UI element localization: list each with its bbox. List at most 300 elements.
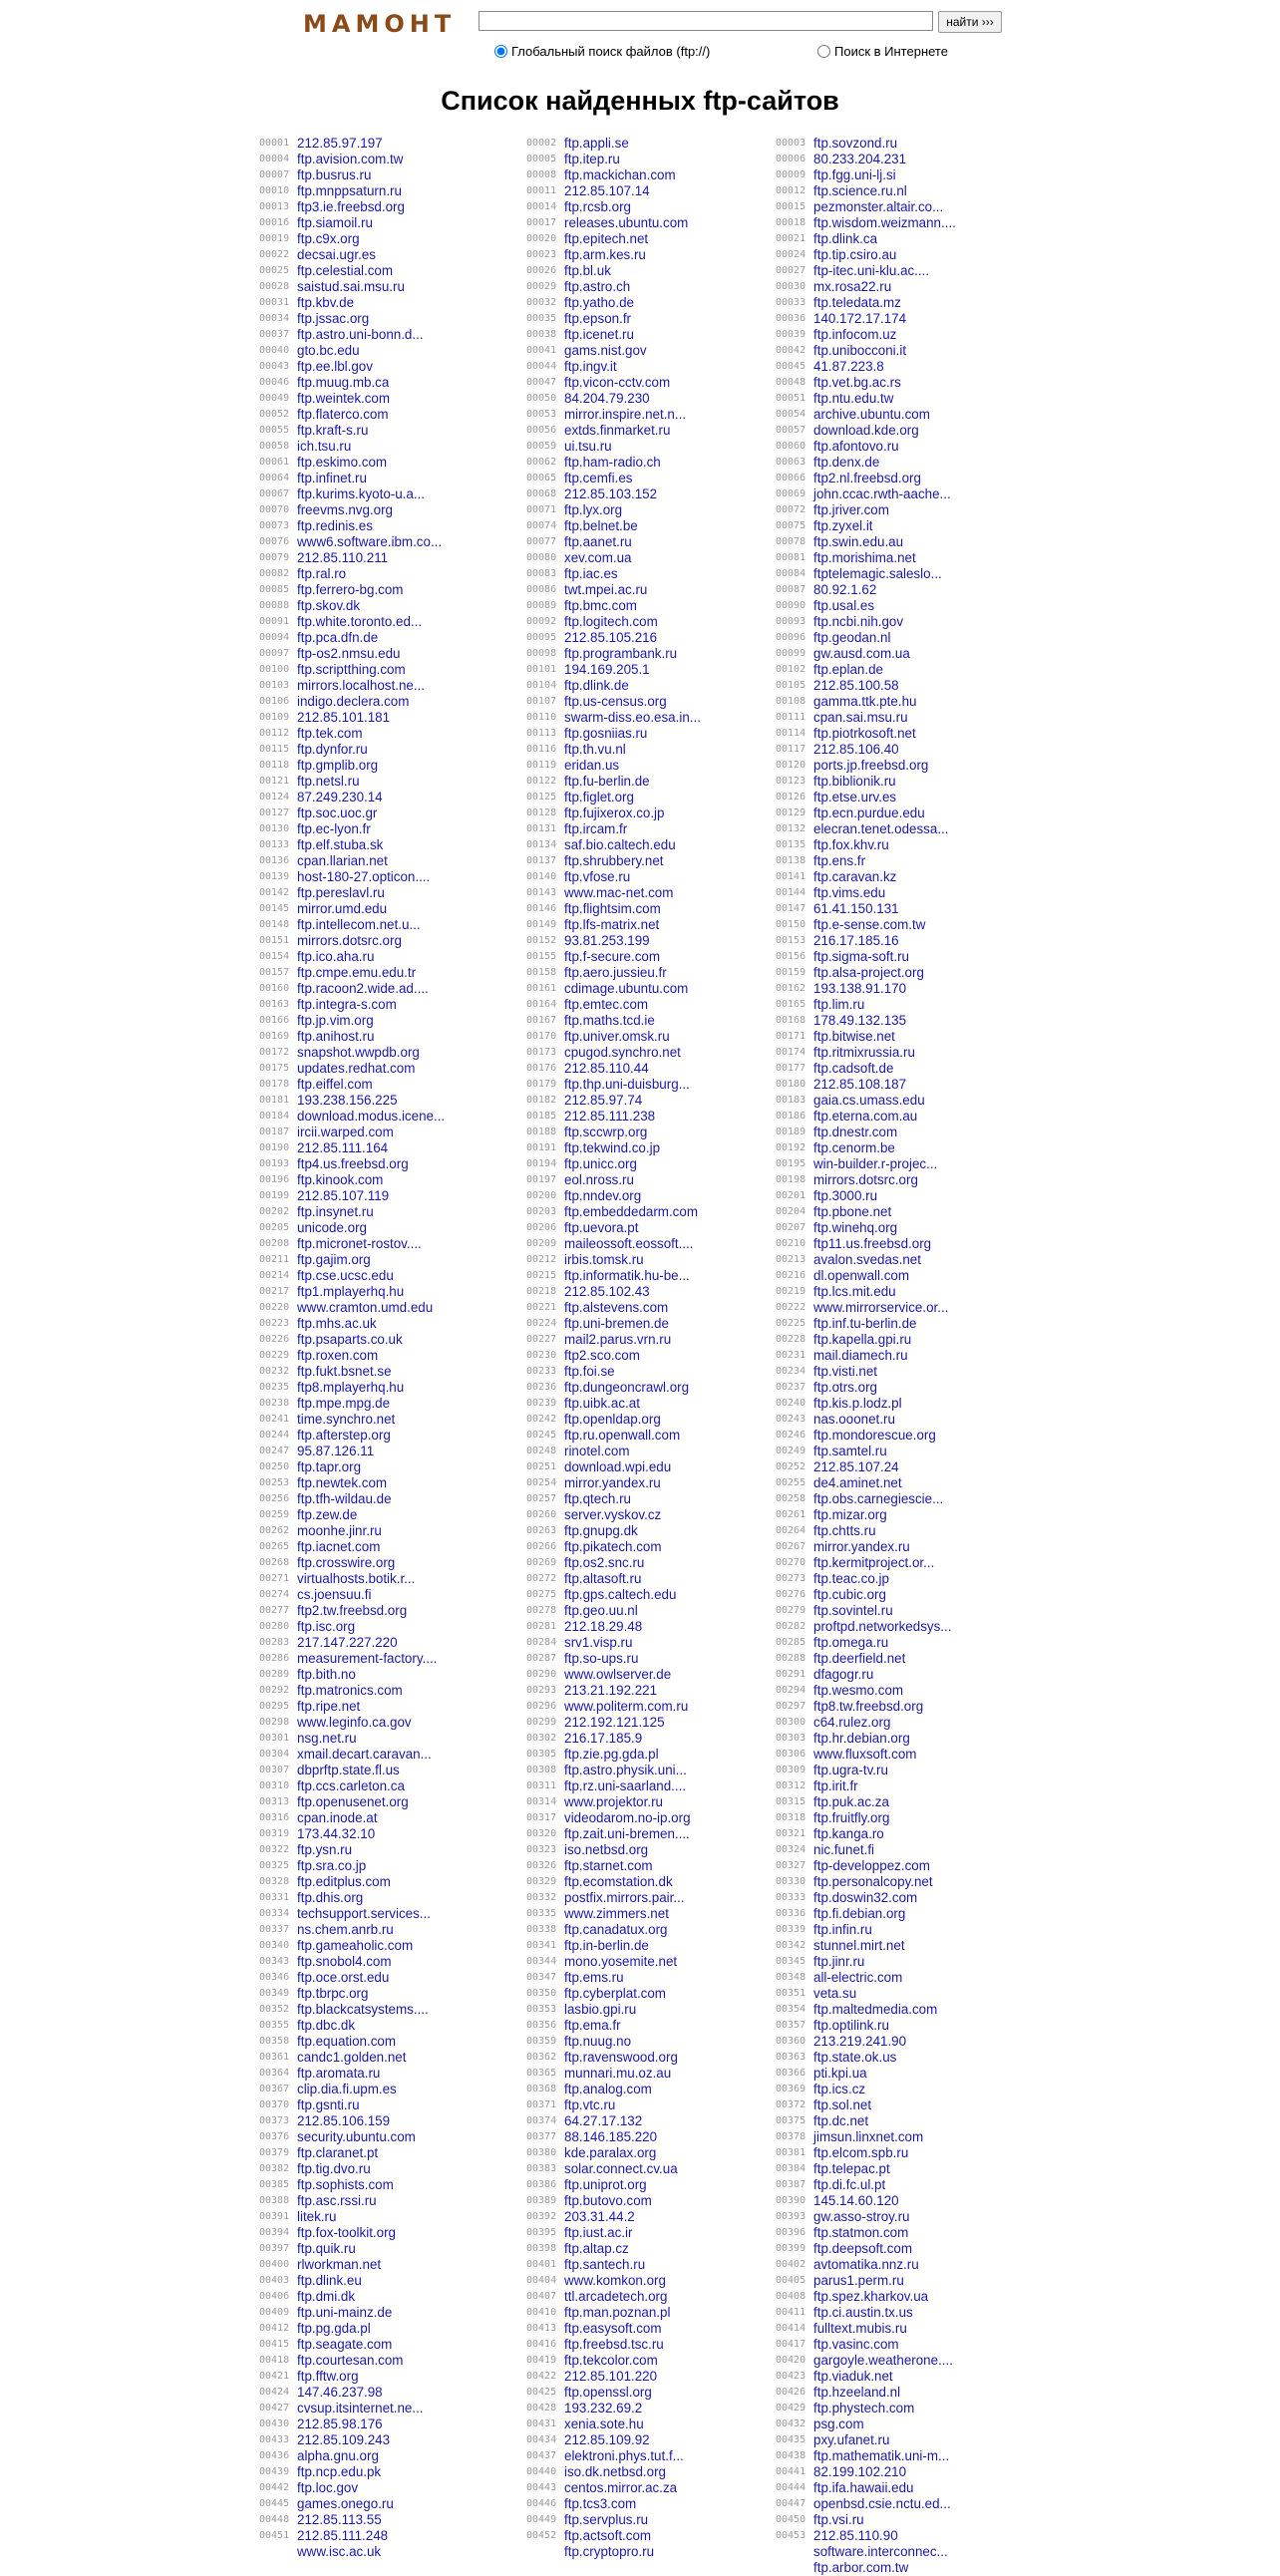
site-link[interactable]: ftp.dlink.eu xyxy=(297,2273,362,2288)
site-link[interactable]: ftp.aromata.ru xyxy=(297,2066,381,2081)
site-link[interactable]: ftp.quik.ru xyxy=(297,2241,356,2256)
search-input[interactable] xyxy=(479,11,933,31)
site-link[interactable]: srv1.visp.ru xyxy=(564,1635,633,1650)
site-link[interactable]: ftp.ifa.hawaii.edu xyxy=(813,2480,914,2495)
site-link[interactable]: 64.27.17.132 xyxy=(564,2113,643,2128)
site-link[interactable]: 212.192.121.125 xyxy=(564,1715,665,1730)
site-link[interactable]: 212.85.98.176 xyxy=(297,2416,383,2431)
site-link[interactable]: ftp.ncbi.nih.gov xyxy=(813,614,904,629)
site-link[interactable]: ftp.swin.edu.au xyxy=(813,534,904,549)
site-link[interactable]: ftp.belnet.be xyxy=(564,518,638,533)
site-link[interactable]: www.fluxsoft.com xyxy=(813,1747,917,1762)
radio-web-search[interactable] xyxy=(817,44,948,59)
site-link[interactable]: ftp.fox-toolkit.org xyxy=(297,2225,396,2240)
site-link[interactable]: 193.232.69.2 xyxy=(564,2401,643,2415)
site-link[interactable]: ftp.pg.gda.pl xyxy=(297,2321,371,2336)
site-link[interactable]: ftp.ferrero-bg.com xyxy=(297,582,404,597)
site-link[interactable]: ftp.rcsb.org xyxy=(564,199,631,214)
site-link[interactable]: 212.85.101.220 xyxy=(564,2369,658,2384)
site-link[interactable]: www6.software.ibm.co... xyxy=(297,534,443,549)
site-link[interactable]: nic.funet.fi xyxy=(813,1842,875,1857)
site-link[interactable]: ftp.integra-s.com xyxy=(297,997,397,1012)
site-link[interactable]: ftp.wisdom.weizmann.... xyxy=(813,215,956,230)
site-link[interactable]: ftp2.tw.freebsd.org xyxy=(297,1603,408,1618)
site-link[interactable]: ftp.thp.uni-duisburg... xyxy=(564,1077,690,1092)
site-link[interactable]: ftp.usal.es xyxy=(813,598,875,613)
site-link[interactable]: ftp.cadsoft.de xyxy=(813,1061,894,1076)
site-link[interactable]: ftp.insynet.ru xyxy=(297,1204,374,1219)
site-link[interactable]: ftp.us-census.org xyxy=(564,694,667,709)
site-link[interactable]: 41.87.223.8 xyxy=(813,359,884,374)
site-link[interactable]: ftp.ritmixrussia.ru xyxy=(813,1045,915,1060)
site-link[interactable]: ftp.foi.se xyxy=(564,1364,615,1379)
site-link[interactable]: clip.dia.fi.upm.es xyxy=(297,2082,397,2096)
site-link[interactable]: ftp-developpez.com xyxy=(813,1858,930,1873)
site-link[interactable]: ftp.kbv.de xyxy=(297,295,355,310)
site-link[interactable]: ftp.pca.dfn.de xyxy=(297,630,379,645)
site-link[interactable]: iso.netbsd.org xyxy=(564,1842,649,1857)
site-link[interactable]: ftp.otrs.org xyxy=(813,1380,878,1395)
site-link[interactable]: ftp.tekcolor.com xyxy=(564,2353,658,2368)
site-link[interactable]: ftp.ingv.it xyxy=(564,359,617,374)
site-link[interactable]: ftp.hzeeland.nl xyxy=(813,2385,901,2400)
site-link[interactable]: decsai.ugr.es xyxy=(297,247,376,262)
site-link[interactable]: ftp.samtel.ru xyxy=(813,1444,887,1458)
site-link[interactable]: 84.204.79.230 xyxy=(564,391,650,406)
site-link[interactable]: ftp.uniprot.org xyxy=(564,2177,647,2192)
site-link[interactable]: ftp.iust.ac.ir xyxy=(564,2225,633,2240)
site-link[interactable]: ftp.fi.debian.org xyxy=(813,1906,906,1921)
site-link[interactable]: ftp.roxen.com xyxy=(297,1348,379,1363)
site-link[interactable]: ftp.fftw.org xyxy=(297,2369,359,2384)
site-link[interactable]: download.wpi.edu xyxy=(564,1459,672,1474)
site-link[interactable]: ftp.dmi.dk xyxy=(297,2289,356,2304)
site-link[interactable]: ftp.qtech.ru xyxy=(564,1491,631,1506)
site-link[interactable]: pezmonster.altair.co... xyxy=(813,199,944,214)
site-link[interactable]: ftp.puk.ac.za xyxy=(813,1794,889,1809)
site-link[interactable]: ftp.eiffel.com xyxy=(297,1077,373,1092)
site-link[interactable]: ftp.psaparts.co.uk xyxy=(297,1332,403,1347)
site-link[interactable]: ftp.elcom.spb.ru xyxy=(813,2145,909,2160)
site-link[interactable]: www.politerm.com.ru xyxy=(564,1699,689,1714)
site-link[interactable]: techsupport.services... xyxy=(297,1906,431,1921)
site-link[interactable]: nas.ooonet.ru xyxy=(813,1412,895,1427)
site-link[interactable]: ftp.obs.carnegiescie... xyxy=(813,1491,944,1506)
site-link[interactable]: ftp.alstevens.com xyxy=(564,1300,669,1315)
site-link[interactable]: ftp.dlink.ca xyxy=(813,231,878,246)
site-link[interactable]: ftp.fox.khv.ru xyxy=(813,837,889,852)
site-link[interactable]: ftp.omega.ru xyxy=(813,1635,889,1650)
radio-web-input[interactable] xyxy=(817,45,830,58)
site-link[interactable]: ftp.vasinc.com xyxy=(813,2337,899,2352)
site-link[interactable]: ftp.dnestr.com xyxy=(813,1125,898,1139)
site-link[interactable]: mirror.yandex.ru xyxy=(564,1475,661,1490)
site-link[interactable]: ftp.dhis.org xyxy=(297,1890,364,1905)
site-link[interactable]: ftp.mizar.org xyxy=(813,1507,887,1522)
site-link[interactable]: ftp.spez.kharkov.ua xyxy=(813,2289,929,2304)
site-link[interactable]: 80.233.204.231 xyxy=(813,152,907,166)
site-link[interactable]: www.mac-net.com xyxy=(564,885,674,900)
site-link[interactable]: www.cramton.umd.edu xyxy=(297,1300,434,1315)
site-link[interactable]: mx.rosa22.ru xyxy=(813,279,892,294)
site-link[interactable]: ftp.cryptopro.ru xyxy=(564,2544,655,2559)
site-link[interactable]: ftp.jssac.org xyxy=(297,311,370,326)
site-link[interactable]: ftp.servplus.ru xyxy=(564,2512,649,2527)
site-link[interactable]: ftp.ccs.carleton.ca xyxy=(297,1778,405,1793)
site-link[interactable]: ftp.deerfield.net xyxy=(813,1651,906,1666)
site-link[interactable]: 216.17.185.9 xyxy=(564,1731,643,1746)
site-link[interactable]: ftp.micronet-rostov.... xyxy=(297,1236,422,1251)
site-link[interactable]: ftp.cse.ucsc.edu xyxy=(297,1268,394,1283)
site-link[interactable]: ftp.alsa-project.org xyxy=(813,965,924,980)
site-link[interactable]: avtomatika.nnz.ru xyxy=(813,2257,919,2272)
site-link[interactable]: ftp.sovintel.ru xyxy=(813,1603,893,1618)
site-link[interactable]: ftp.flightsim.com xyxy=(564,901,661,916)
site-link[interactable]: ftp.aanet.ru xyxy=(564,534,632,549)
site-link[interactable]: 194.169.205.1 xyxy=(564,662,650,677)
site-link[interactable]: ftp.iacnet.com xyxy=(297,1539,381,1554)
site-link[interactable]: releases.ubuntu.com xyxy=(564,215,689,230)
site-link[interactable]: 80.92.1.62 xyxy=(813,582,877,597)
site-link[interactable]: ftp.man.poznan.pl xyxy=(564,2305,671,2320)
site-link[interactable]: ftp.univer.omsk.ru xyxy=(564,1029,670,1044)
site-link[interactable]: ircii.warped.com xyxy=(297,1125,394,1139)
site-link[interactable]: ftp.equation.com xyxy=(297,2034,397,2049)
site-link[interactable]: ftp.elf.stuba.sk xyxy=(297,837,384,852)
site-link[interactable]: ftp.cenorm.be xyxy=(813,1140,895,1155)
site-link[interactable]: ftp.epitech.net xyxy=(564,231,649,246)
site-link[interactable]: ftp.kapella.gpi.ru xyxy=(813,1332,912,1347)
site-link[interactable]: xmail.decart.caravan... xyxy=(297,1747,432,1762)
site-link[interactable]: www.isc.ac.uk xyxy=(297,2544,382,2559)
site-link[interactable]: ftp.openssl.org xyxy=(564,2385,652,2400)
site-link[interactable]: 212.85.106.40 xyxy=(813,742,899,757)
site-link[interactable]: ftp.gajim.org xyxy=(297,1252,371,1267)
site-link[interactable]: ftp.zew.de xyxy=(297,1507,358,1522)
site-link[interactable]: ftp.pereslavl.ru xyxy=(297,885,385,900)
site-link[interactable]: ftp.zie.pg.gda.pl xyxy=(564,1747,659,1762)
site-link[interactable]: ftp.vims.edu xyxy=(813,885,886,900)
site-link[interactable]: ftp.kurims.kyoto-u.a... xyxy=(297,486,425,501)
site-link[interactable]: ftp.statmon.com xyxy=(813,2225,909,2240)
site-link[interactable]: ftp.bl.uk xyxy=(564,263,611,278)
site-link[interactable]: ftp.cyberplat.com xyxy=(564,1986,666,2001)
site-link[interactable]: updates.redhat.com xyxy=(297,1061,416,1076)
site-link[interactable]: 212.85.106.159 xyxy=(297,2113,391,2128)
site-link[interactable]: ich.tsu.ru xyxy=(297,439,352,454)
site-link[interactable]: lasbio.gpi.ru xyxy=(564,2002,637,2017)
site-link[interactable]: ftp.piotrkosoft.net xyxy=(813,726,916,741)
site-link[interactable]: de4.aminet.net xyxy=(813,1475,902,1490)
site-link[interactable]: ftptelemagic.saleslo... xyxy=(813,566,942,581)
site-link[interactable]: cpan.sai.msu.ru xyxy=(813,710,908,725)
site-link[interactable]: ftp.sovzond.ru xyxy=(813,136,898,151)
site-link[interactable]: 95.87.126.11 xyxy=(297,1444,375,1458)
site-link[interactable]: litek.ru xyxy=(297,2209,337,2224)
logo[interactable]: МАМОНТ xyxy=(303,10,457,38)
site-link[interactable]: ftp.etse.urv.es xyxy=(813,790,897,805)
site-link[interactable]: ftp.teledata.mz xyxy=(813,295,901,310)
site-link[interactable]: ftp.mhs.ac.uk xyxy=(297,1316,377,1331)
site-link[interactable]: ftp.celestial.com xyxy=(297,263,394,278)
site-link[interactable]: ftp.wesmo.com xyxy=(813,1683,904,1698)
site-link[interactable]: www.zimmers.net xyxy=(564,1906,669,1921)
site-link[interactable]: ftp.ico.aha.ru xyxy=(297,949,375,964)
site-link[interactable]: ftp.unibocconi.it xyxy=(813,343,907,358)
site-link[interactable]: kde.paralax.org xyxy=(564,2145,657,2160)
site-link[interactable]: ftp.geo.uu.nl xyxy=(564,1603,638,1618)
site-link[interactable]: mirror.inspire.net.n... xyxy=(564,407,687,422)
site-link[interactable]: ftp.cmpe.emu.edu.tr xyxy=(297,965,417,980)
site-link[interactable]: 178.49.132.135 xyxy=(813,1013,907,1028)
site-link[interactable]: psg.com xyxy=(813,2416,864,2431)
site-link[interactable]: ftp.tcs3.com xyxy=(564,2496,637,2511)
site-link[interactable]: 212.85.100.58 xyxy=(813,678,899,693)
site-link[interactable]: 212.85.107.24 xyxy=(813,1459,899,1474)
site-link[interactable]: dfagogr.ru xyxy=(813,1667,874,1682)
site-link[interactable]: ftp.arm.kes.ru xyxy=(564,247,646,262)
site-link[interactable]: ftp.teac.co.jp xyxy=(813,1571,889,1586)
site-link[interactable]: ftp.oce.orst.edu xyxy=(297,1970,390,1985)
site-link[interactable]: xev.com.ua xyxy=(564,550,632,565)
site-link[interactable]: ftp.ral.ro xyxy=(297,566,347,581)
site-link[interactable]: gams.nist.gov xyxy=(564,343,647,358)
site-link[interactable]: ftp.jp.vim.org xyxy=(297,1013,374,1028)
site-link[interactable]: ftp.soc.uoc.gr xyxy=(297,805,378,820)
site-link[interactable]: ftp.avision.com.tw xyxy=(297,152,404,166)
site-link[interactable]: ftp.e-sense.com.tw xyxy=(813,917,926,932)
site-link[interactable]: 213.21.192.221 xyxy=(564,1683,658,1698)
site-link[interactable]: ftp.matronics.com xyxy=(297,1683,403,1698)
site-link[interactable]: ftp.butovo.com xyxy=(564,2193,652,2208)
site-link[interactable]: ftp.afterstep.org xyxy=(297,1428,391,1443)
site-link[interactable]: all-electric.com xyxy=(813,1970,903,1985)
radio-ftp-input[interactable] xyxy=(494,45,507,58)
site-link[interactable]: 212.85.108.187 xyxy=(813,1077,907,1092)
site-link[interactable]: ftp.ircam.fr xyxy=(564,821,628,836)
site-link[interactable]: ftp.ics.cz xyxy=(813,2082,866,2096)
site-link[interactable]: 87.249.230.14 xyxy=(297,790,383,805)
site-link[interactable]: time.synchro.net xyxy=(297,1412,396,1427)
site-link[interactable]: 212.85.111.248 xyxy=(297,2528,389,2543)
site-link[interactable]: cpugod.synchro.net xyxy=(564,1045,681,1060)
site-link[interactable]: ftp.fgg.uni-lj.si xyxy=(813,167,896,182)
site-link[interactable]: ftp.morishima.net xyxy=(813,550,916,565)
site-link[interactable]: gaia.cs.umass.edu xyxy=(813,1093,925,1108)
site-link[interactable]: ftp.dynfor.ru xyxy=(297,742,368,757)
site-link[interactable]: ftp.siamoil.ru xyxy=(297,215,373,230)
site-link[interactable]: cs.joensuu.fi xyxy=(297,1587,372,1602)
site-link[interactable]: gargoyle.weatherone.... xyxy=(813,2353,953,2368)
site-link[interactable]: ftp.dlink.de xyxy=(564,678,629,693)
site-link[interactable]: ftp.isc.org xyxy=(297,1619,356,1634)
site-link[interactable]: ftp.eplan.de xyxy=(813,662,883,677)
site-link[interactable]: iso.dk.netbsd.org xyxy=(564,2464,666,2479)
site-link[interactable]: ftp.infocom.uz xyxy=(813,327,897,342)
site-link[interactable]: 212.85.97.74 xyxy=(564,1093,643,1108)
site-link[interactable]: ftp.ens.fr xyxy=(813,853,866,868)
site-link[interactable]: ftp.cemfi.es xyxy=(564,471,633,485)
site-link[interactable]: ftp.altasoft.ru xyxy=(564,1571,642,1586)
site-link[interactable]: 82.199.102.210 xyxy=(813,2464,907,2479)
site-link[interactable]: ftp.state.ok.us xyxy=(813,2050,897,2065)
site-link[interactable]: ftp.tek.com xyxy=(297,726,363,741)
site-link[interactable]: ftp2.sco.com xyxy=(564,1348,640,1363)
site-link[interactable]: ftp1.mplayerhq.hu xyxy=(297,1284,405,1299)
site-link[interactable]: indigo.declera.com xyxy=(297,694,410,709)
site-link[interactable]: rinotel.com xyxy=(564,1444,630,1458)
site-link[interactable]: gw.asso-stroy.ru xyxy=(813,2209,910,2224)
site-link[interactable]: 212.85.111.238 xyxy=(564,1109,656,1124)
site-link[interactable]: ftp.emtec.com xyxy=(564,997,649,1012)
site-link[interactable]: ftp.blackcatsystems.... xyxy=(297,2002,429,2017)
site-link[interactable]: mono.yosemite.net xyxy=(564,1954,678,1969)
site-link[interactable]: ftp.ntu.edu.tw xyxy=(813,391,894,406)
site-link[interactable]: ftp.anihost.ru xyxy=(297,1029,375,1044)
site-link[interactable]: cvsup.itsinternet.ne... xyxy=(297,2401,424,2415)
site-link[interactable]: ftp11.us.freebsd.org xyxy=(813,1236,932,1251)
site-link[interactable]: ftp.caravan.kz xyxy=(813,869,897,884)
site-link[interactable]: ftp.astro.uni-bonn.d... xyxy=(297,327,424,342)
site-link[interactable]: mirrors.dotsrc.org xyxy=(297,933,402,948)
site-link[interactable]: ftp.skov.dk xyxy=(297,598,361,613)
site-link[interactable]: ftp.irit.fr xyxy=(813,1778,858,1793)
site-link[interactable]: ftp.afontovo.ru xyxy=(813,439,899,454)
site-link[interactable]: ftp.lyx.org xyxy=(564,502,623,517)
site-link[interactable]: ftp.zait.uni-bremen.... xyxy=(564,1826,690,1841)
site-link[interactable]: elecran.tenet.odessa... xyxy=(813,821,949,836)
site-link[interactable]: ftp.actsoft.com xyxy=(564,2528,652,2543)
site-link[interactable]: swarm-diss.eo.esa.in... xyxy=(564,710,701,725)
site-link[interactable]: ftp.sigma-soft.ru xyxy=(813,949,909,964)
radio-ftp-search[interactable] xyxy=(494,44,710,59)
site-link[interactable]: ftp.tekwind.co.jp xyxy=(564,1140,661,1155)
site-link[interactable]: ftp4.us.freebsd.org xyxy=(297,1156,409,1171)
site-link[interactable]: ftp.lfs-matrix.net xyxy=(564,917,660,932)
site-link[interactable]: eridan.us xyxy=(564,758,620,773)
site-link[interactable]: ftp.programbank.ru xyxy=(564,646,678,661)
site-link[interactable]: download.kde.org xyxy=(813,423,919,438)
site-link[interactable]: ftp.gameaholic.com xyxy=(297,1938,414,1953)
site-link[interactable]: virtualhosts.botik.r... xyxy=(297,1571,416,1586)
site-link[interactable]: ftp.mondorescue.org xyxy=(813,1428,936,1443)
site-link[interactable]: ftp.deepsoft.com xyxy=(813,2241,912,2256)
site-link[interactable]: ftp.geodan.nl xyxy=(813,630,891,645)
site-link[interactable]: ftp.eterna.com.au xyxy=(813,1109,918,1124)
site-link[interactable]: ftp.logitech.com xyxy=(564,614,658,629)
site-link[interactable]: ns.chem.anrb.ru xyxy=(297,1922,394,1937)
site-link[interactable]: mirrors.dotsrc.org xyxy=(813,1172,918,1187)
site-link[interactable]: snapshot.wwpdb.org xyxy=(297,1045,420,1060)
site-link[interactable]: stunnel.mirt.net xyxy=(813,1938,905,1953)
site-link[interactable]: 212.85.109.92 xyxy=(564,2432,650,2447)
site-link[interactable]: ftp.3000.ru xyxy=(813,1188,878,1203)
site-link[interactable]: ftp.science.ru.nl xyxy=(813,183,907,198)
site-link[interactable]: elektroni.phys.tut.f... xyxy=(564,2448,684,2463)
site-link[interactable]: mirror.yandex.ru xyxy=(813,1539,910,1554)
site-link[interactable]: ftp.tip.csiro.au xyxy=(813,247,897,262)
site-link[interactable]: ftp.appli.se xyxy=(564,136,629,151)
site-link[interactable]: 147.46.237.98 xyxy=(297,2385,383,2400)
site-link[interactable]: ftp.kinook.com xyxy=(297,1172,384,1187)
site-link[interactable]: ftp.denx.de xyxy=(813,455,880,470)
site-link[interactable]: ftp.netsl.ru xyxy=(297,774,360,789)
site-link[interactable]: ftp.claranet.pt xyxy=(297,2145,379,2160)
site-link[interactable]: saistud.sai.msu.ru xyxy=(297,279,405,294)
site-link[interactable]: ftp.crosswire.org xyxy=(297,1555,396,1570)
site-link[interactable]: ftp.mathematik.uni-m... xyxy=(813,2448,950,2463)
site-link[interactable]: ftp.sophists.com xyxy=(297,2177,394,2192)
site-link[interactable]: 212.85.110.44 xyxy=(564,1061,649,1076)
site-link[interactable]: ftp.maths.tcd.ie xyxy=(564,1013,655,1028)
site-link[interactable]: ftp.phystech.com xyxy=(813,2401,915,2415)
site-link[interactable]: pti.kpi.ua xyxy=(813,2066,867,2081)
site-link[interactable]: postfix.mirrors.pair... xyxy=(564,1890,685,1905)
site-link[interactable]: ftp.kermitproject.or... xyxy=(813,1555,935,1570)
site-link[interactable]: ftp.pikatech.com xyxy=(564,1539,662,1554)
site-link[interactable]: ftp.infin.ru xyxy=(813,1922,872,1937)
site-link[interactable]: www.projektor.ru xyxy=(564,1794,663,1809)
site-link[interactable]: ftp.loc.gov xyxy=(297,2480,359,2495)
site-link[interactable]: ftp.redinis.es xyxy=(297,518,373,533)
site-link[interactable]: ftp.unicc.org xyxy=(564,1156,637,1171)
site-link[interactable]: 193.138.91.170 xyxy=(813,981,907,996)
site-link[interactable]: ftp2.nl.freebsd.org xyxy=(813,471,921,485)
site-link[interactable]: dbprftp.state.fl.us xyxy=(297,1763,400,1777)
search-button[interactable]: найти ››› xyxy=(938,11,1002,33)
site-link[interactable]: ftp.hr.debian.org xyxy=(813,1731,910,1746)
site-link[interactable]: ftp.arbor.com.tw xyxy=(813,2560,909,2575)
site-link[interactable]: ftp-os2.nmsu.edu xyxy=(297,646,401,661)
site-link[interactable]: ftp.fujixerox.co.jp xyxy=(564,805,665,820)
site-link[interactable]: ftp.c9x.org xyxy=(297,231,360,246)
site-link[interactable]: ftp.vet.bg.ac.rs xyxy=(813,375,901,390)
site-link[interactable]: 212.18.29.48 xyxy=(564,1619,643,1634)
site-link[interactable]: ftp.tapr.org xyxy=(297,1459,362,1474)
site-link[interactable]: ftp.openusenet.org xyxy=(297,1794,409,1809)
site-link[interactable]: ftp.canadatux.org xyxy=(564,1922,668,1937)
site-link[interactable]: ftp3.ie.freebsd.org xyxy=(297,199,405,214)
site-link[interactable]: 88.146.185.220 xyxy=(564,2129,658,2144)
site-link[interactable]: dl.openwall.com xyxy=(813,1268,910,1283)
site-link[interactable]: ftp.scriptthing.com xyxy=(297,662,406,677)
site-link[interactable]: cpan.inode.at xyxy=(297,1810,378,1825)
site-link[interactable]: alpha.gnu.org xyxy=(297,2448,379,2463)
site-link[interactable]: xenia.sote.hu xyxy=(564,2416,644,2431)
site-link[interactable]: ftp.visti.net xyxy=(813,1364,878,1379)
site-link[interactable]: ftp.informatik.hu-be... xyxy=(564,1268,690,1283)
site-link[interactable]: ftp.asc.rssi.ru xyxy=(297,2193,377,2208)
site-link[interactable]: gamma.ttk.pte.hu xyxy=(813,694,917,709)
site-link[interactable]: ftp.uevora.pt xyxy=(564,1220,639,1235)
site-link[interactable]: ftp.ems.ru xyxy=(564,1970,624,1985)
site-link[interactable]: 212.85.97.197 xyxy=(297,136,383,151)
site-link[interactable]: ftp.aero.jussieu.fr xyxy=(564,965,667,980)
site-link[interactable]: eol.nross.ru xyxy=(564,1172,634,1187)
site-link[interactable]: cdimage.ubuntu.com xyxy=(564,981,689,996)
site-link[interactable]: ftp.ru.openwall.com xyxy=(564,1428,681,1443)
site-link[interactable]: nsg.net.ru xyxy=(297,1731,357,1746)
site-link[interactable]: 93.81.253.199 xyxy=(564,933,650,948)
site-link[interactable]: ftp.kanga.ro xyxy=(813,1826,884,1841)
site-link[interactable]: openbsd.csie.nctu.ed... xyxy=(813,2496,951,2511)
site-link[interactable]: c64.rulez.org xyxy=(813,1715,891,1730)
site-link[interactable]: mirror.umd.edu xyxy=(297,901,388,916)
site-link[interactable]: ftp.white.toronto.ed... xyxy=(297,614,423,629)
site-link[interactable]: 212.85.113.55 xyxy=(297,2512,382,2527)
site-link[interactable]: ftp.shrubbery.net xyxy=(564,853,664,868)
site-link[interactable]: 193.238.156.225 xyxy=(297,1093,398,1108)
